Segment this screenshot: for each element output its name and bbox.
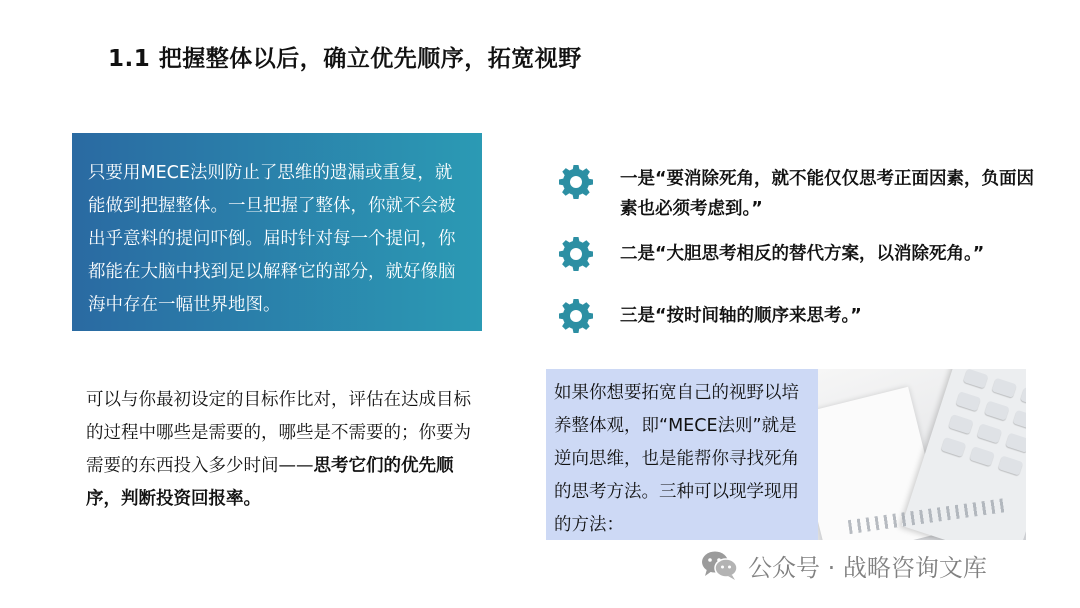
point-text-3: 三是“按时间轴的顺序来思考。” [620, 306, 862, 326]
watermark [700, 545, 987, 585]
think-text: 如果你想要拓宽自己的视野以培养整体观，即“MECE法则”就是逆向思维，也是能帮你寻找死角的思考方法。三种可以现学现用的方法： [546, 369, 818, 540]
gear-icon [558, 164, 594, 200]
gear-icon [558, 298, 594, 334]
office-photo [818, 369, 1026, 540]
intro-box [72, 133, 482, 331]
gear-icon-svg [558, 236, 594, 272]
think-box [546, 369, 1026, 540]
point-item-1 [558, 164, 1034, 224]
point-text-2: 二是“大胆思考相反的替代方案，以消除死角。” [620, 244, 985, 264]
priority-text-bold: 思考它们的优先顺序，判断投资回报率。 [86, 456, 454, 509]
watermark-text: 公众号 · 战略咨询文库 [748, 553, 987, 582]
intro-text: 只要用MECE法则防止了思维的遗漏或重复，就能做到把握整体。一旦把握了整体，你就不会被出乎意料的提问吓倒。届时针对每一个提问，你都能在大脑中找到足以解释它的部分，就好像脑海中存在一幅世界地图。 [88, 163, 456, 315]
point-item-2 [558, 236, 1034, 272]
point-text-1: 一是“要消除死角，就不能仅仅思考正面因素，负面因素也必须考虑到。” [620, 169, 1034, 219]
wechat-icon [700, 549, 740, 581]
priority-text-plain: 可以与你最初设定的目标作比对，评估在达成目标的过程中哪些是需要的，哪些是不需要的；你要为需要的东西投入多少时间—— [86, 390, 471, 476]
page-title: 1.1 把握整体以后，确立优先顺序，拓宽视野 [108, 46, 582, 72]
gear-icon-svg [558, 164, 594, 200]
priority-paragraph [86, 384, 486, 516]
gear-icon-svg [558, 298, 594, 334]
gear-icon [558, 236, 594, 272]
point-item-3 [558, 298, 1034, 334]
